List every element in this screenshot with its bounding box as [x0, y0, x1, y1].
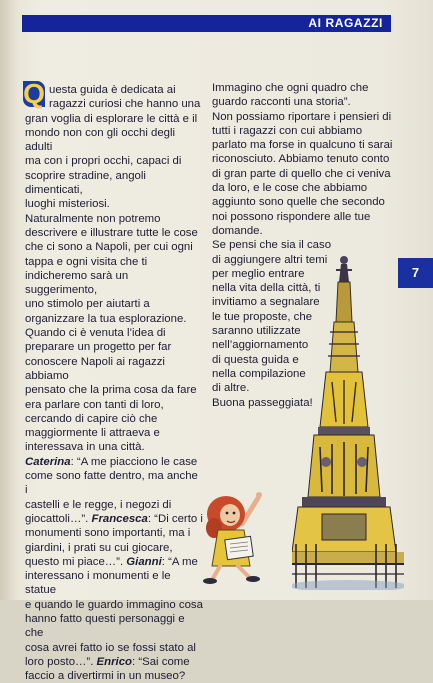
quote-text: : “A me piacciono le case: [70, 455, 198, 468]
text-line: uesta guida è dedicata ai: [49, 84, 176, 96]
section-header-bar: [22, 15, 391, 32]
text-line: noi possono rispondere alle tue: [212, 210, 371, 223]
text-line: aggiunto sono quelle che secondo: [212, 196, 385, 209]
text-line: luoghi misteriosi.: [25, 198, 110, 211]
text-line: invitiamo a segnalare: [212, 296, 320, 309]
text-line: era parlare con tanti di loro,: [25, 398, 164, 411]
quote-text: castelli e le regge, i negozi di: [25, 498, 172, 511]
text-line: Quando ci è venuta l’idea di: [25, 327, 166, 340]
text-line: che ci sono a Napoli, per cui ogni: [25, 241, 193, 254]
text-line: nella vita della città, ti: [212, 282, 321, 295]
text-line: interessava in una città.: [25, 441, 145, 454]
text-line: maggiormente li attraeva e: [25, 427, 160, 440]
quote-text: : “A me: [161, 555, 198, 568]
text-line: Immagino che ogni quadro che: [212, 82, 369, 94]
dropcap-letter: Q: [23, 78, 45, 109]
text-line: gran voglia di esplorare le città e il: [25, 112, 198, 125]
intro-paragraph: [23, 78, 203, 683]
text-line: Se pensi che sia il caso: [212, 239, 332, 252]
text-line: mondo non con gli occhi degli adulti: [25, 126, 176, 154]
text-line: per meglio entrare: [212, 267, 305, 280]
speaker-name: Francesca: [91, 512, 148, 525]
text-line: di questa guida e: [212, 353, 299, 366]
page-number-tab: 7: [398, 258, 433, 288]
text-line: tappa e ogni visita che ti: [25, 255, 148, 268]
text-line: nella compilazione: [212, 367, 306, 380]
quote-text: questo mi piace…”.: [25, 555, 127, 568]
quote-text: interessano i monumenti e le statue: [25, 570, 171, 597]
text-line: organizzare la tua esplorazione.: [25, 312, 187, 325]
quote-text: hanno fatto questi personaggi e che: [25, 612, 185, 640]
quote-text: monumenti sono importanti, ma i: [25, 527, 191, 540]
text-line: cercando di capire ciò che: [25, 412, 158, 425]
quote-text: come sono fatte dentro, ma anche i: [25, 470, 198, 497]
left-text-column: [23, 78, 203, 683]
text-line: da loro, e le cose che abbiamo: [212, 182, 368, 195]
quote-text: : “Di certo i: [147, 512, 203, 525]
text-line: riconosciuto. Abbiamo tenuto conto: [212, 153, 390, 166]
text-line: di aggiungere altri temi: [212, 253, 328, 266]
text-line: Buona passeggiata!: [212, 396, 313, 409]
text-line: indicheremo sarà un suggerimento,: [25, 269, 129, 297]
quote-text: : “Sai come: [132, 655, 190, 668]
text-line: preparare un progetto per far: [25, 341, 172, 354]
text-line: guardo racconti una storia”.: [212, 96, 351, 109]
text-line: di gran parte di quello che ci veniva: [212, 167, 391, 180]
text-line: di altre.: [212, 382, 250, 395]
text-line: Non possiamo riportare i pensieri di: [212, 110, 392, 123]
quote-text: giocattoli…”.: [25, 512, 92, 525]
text-line: conoscere Napoli ai ragazzi abbiamo: [25, 355, 165, 382]
quote-text: giardini, i prati su cui giocare,: [25, 541, 173, 554]
speaker-name: Caterina: [25, 455, 71, 468]
quote-text: faccio a divertirmi in un museo?: [25, 670, 186, 683]
text-line: pensato che la prima cosa da fare: [25, 384, 197, 397]
text-line: descrivere e illustrare tutte le cose: [25, 226, 198, 239]
speaker-name: Enrico: [96, 655, 132, 668]
text-line: ma con i propri occhi, capaci di: [25, 155, 182, 168]
text-line: nell’aggiornamento: [212, 339, 309, 352]
spire-illustration: [292, 252, 404, 590]
quote-text: cosa avrei fatto io se fossi stato al: [25, 641, 196, 654]
section-title: AI RAGAZZI: [308, 16, 383, 30]
text-line: tutti i ragazzi con cui abbiamo: [212, 124, 363, 137]
speaker-name: Gianni: [126, 555, 162, 568]
text-line: scoprire stradine, angoli dimenticati,: [25, 169, 146, 197]
text-line: domande.: [212, 224, 263, 237]
girl-illustration: [192, 484, 288, 584]
quote-text: loro posto…”.: [25, 655, 97, 668]
text-line: uno stimolo per aiutarti a: [25, 298, 150, 311]
text-line: Naturalmente non potremo: [25, 212, 161, 225]
quote-text: e quando le guardo immagino cosa: [25, 598, 203, 611]
text-line: le tue proposte, che: [212, 310, 313, 323]
text-line: saranno utilizzate: [212, 325, 301, 338]
text-line: parlato ma forse in qualcuno ti sarai: [212, 139, 393, 152]
text-line: ragazzi curiosi che hanno una: [49, 98, 201, 111]
